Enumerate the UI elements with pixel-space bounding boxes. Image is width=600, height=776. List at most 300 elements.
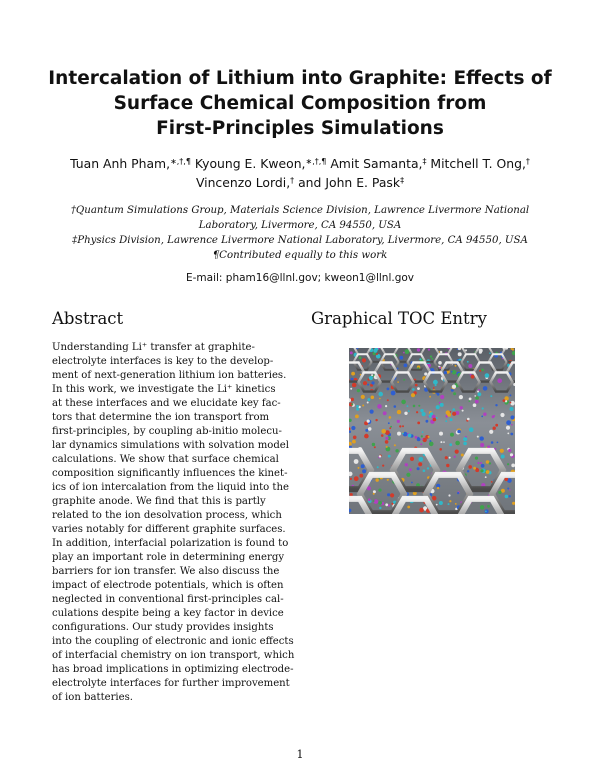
atom-dot [439, 432, 443, 436]
atom-dot [455, 365, 457, 367]
atom-dot [460, 406, 463, 409]
atom-dot [500, 449, 504, 453]
atom-dot [397, 368, 399, 370]
author-name: Mitchell T. Ong, [426, 156, 526, 171]
abstract-line: has broad implications in optimizing electrode- [52, 664, 294, 675]
atom-dot [480, 436, 484, 440]
atom-dot [506, 420, 511, 425]
atom-dot [511, 464, 515, 468]
atom-dot [506, 426, 510, 430]
atom-dot [512, 348, 514, 350]
abstract-line: Understanding Li⁺ transfer at graphite- [52, 342, 255, 353]
atom-dot [351, 372, 355, 376]
atom-dot [461, 454, 464, 457]
atom-dot [402, 425, 404, 427]
atom-dot [389, 416, 392, 419]
atom-dot [507, 488, 509, 490]
author-mark: ∗,†,¶ [305, 157, 327, 166]
atom-dot [467, 361, 469, 363]
atom-dot [445, 420, 447, 422]
atom-dot [480, 462, 482, 464]
atom-dot [448, 503, 450, 505]
atom-dot [403, 379, 405, 381]
atom-dot [356, 408, 359, 411]
atom-dot [491, 441, 494, 444]
atom-dot [376, 353, 378, 355]
atom-dot [478, 392, 482, 396]
atom-dot [462, 410, 464, 412]
atom-dot [354, 459, 359, 464]
atom-dot [353, 436, 357, 440]
atom-dot [356, 405, 359, 408]
atom-dot [420, 443, 422, 445]
atom-dot [467, 418, 470, 421]
atom-dot [485, 511, 487, 513]
abstract-line: barriers for ion transfer. We also discuss the [52, 566, 280, 577]
atom-dot [352, 440, 356, 444]
atom-dot [385, 503, 388, 506]
atom-dot [417, 387, 420, 390]
atom-dot [486, 470, 490, 474]
atom-dot [483, 386, 488, 391]
atom-dot [359, 356, 362, 359]
atom-dot [378, 392, 383, 397]
atom-dot [415, 436, 418, 439]
author-mark: ‡ [422, 157, 427, 166]
abstract-line: impact of electrode potentials, which is often [52, 580, 284, 591]
atom-dot [350, 478, 352, 480]
atom-dot [402, 433, 404, 435]
atom-dot [439, 448, 442, 451]
atom-dot [501, 455, 505, 459]
atom-dot [422, 438, 424, 440]
atom-dot [419, 358, 421, 360]
atom-dot [469, 427, 474, 432]
atom-dot [407, 506, 410, 509]
atom-dot [479, 349, 483, 353]
atom-dot [362, 358, 366, 362]
abstract-line: related to the ion desolvation process, which [52, 510, 282, 521]
author-mark: ‡ [400, 176, 405, 185]
atom-dot [495, 424, 498, 427]
abstract-line: configurations. Our study provides insights [52, 622, 274, 633]
atom-dot [505, 495, 509, 499]
atom-dot [463, 442, 467, 446]
atom-dot [395, 449, 398, 452]
atom-dot [455, 450, 459, 454]
atom-dot [509, 489, 511, 491]
atom-dot [408, 410, 410, 412]
atom-dot [350, 388, 352, 390]
affiliation-line: †Quantum Simulations Group, Materials Science Division, Lawrence Livermore National [70, 205, 530, 216]
atom-dot [485, 476, 487, 478]
atom-dot [376, 478, 379, 481]
atom-dot [351, 403, 353, 405]
atom-dot [399, 425, 401, 427]
atom-dot [455, 503, 457, 505]
atom-dot [385, 405, 387, 407]
atom-dot [372, 443, 375, 446]
abstract-line: composition significantly influences the kinet- [52, 468, 288, 479]
atom-dot [470, 374, 472, 376]
atom-dot [497, 378, 502, 383]
atom-dot [429, 396, 431, 398]
atom-dot [405, 463, 408, 466]
atom-dot [468, 465, 472, 469]
atom-dot [493, 427, 496, 430]
atom-dot [362, 469, 366, 473]
atom-dot [455, 441, 460, 446]
abstract-line: neglected in conventional first-principles cal- [52, 594, 284, 605]
atom-dot [351, 426, 355, 430]
atom-dot [446, 464, 449, 467]
abstract-body [52, 341, 302, 705]
atom-dot [510, 415, 514, 419]
atom-dot [359, 474, 363, 478]
atom-dot [511, 424, 513, 426]
atom-dot [497, 442, 499, 444]
atom-dot [439, 501, 443, 505]
author-mark: † [525, 157, 530, 166]
atom-dot [430, 355, 432, 357]
atom-dot [449, 457, 451, 459]
atom-dot [489, 352, 491, 354]
atom-dot [489, 430, 493, 434]
atom-dot [365, 429, 368, 432]
abstract-line: lar dynamics simulations with solvation model [52, 440, 290, 451]
atom-dot [481, 416, 483, 418]
affiliation-line: ‡Physics Division, Lawrence Livermore National Laboratory, Livermore, CA 94550, USA [72, 235, 528, 246]
atom-dot [390, 493, 394, 497]
atom-dot [498, 491, 501, 494]
abstract-line: into the coupling of electronic and ionic effects [52, 636, 294, 647]
atom-dot [373, 490, 376, 493]
atom-dot [378, 501, 382, 505]
atom-dot [382, 465, 384, 467]
atom-dot [350, 493, 353, 496]
atom-dot [404, 364, 408, 368]
atom-dot [427, 467, 429, 469]
atom-dot [397, 432, 401, 436]
atom-dot [417, 348, 420, 351]
atom-dot [381, 434, 384, 437]
atom-dot [375, 419, 377, 421]
atom-dot [389, 427, 391, 429]
author-name: Vincenzo Lordi, [195, 175, 291, 190]
atom-dot [401, 400, 406, 405]
atom-dot [477, 436, 479, 438]
toc-graphic [349, 348, 515, 514]
atom-dot [385, 440, 389, 444]
title-line: Surface Chemical Composition from [113, 93, 487, 114]
atom-dot [487, 505, 490, 508]
atom-dot [418, 462, 422, 466]
atom-dot [377, 404, 382, 409]
atom-dot [437, 487, 439, 489]
atom-dot [489, 462, 491, 464]
atom-dot [471, 375, 475, 379]
atom-dot [404, 412, 407, 415]
atom-dot [452, 412, 456, 416]
abstract-line: culations despite being a key factor in device [52, 608, 284, 619]
affiliation-line: Laboratory, Livermore, CA 94550, USA [198, 220, 402, 231]
author-line [40, 173, 560, 192]
atom-dot [419, 457, 424, 462]
atom-dot [407, 405, 409, 407]
atom-dot [387, 479, 389, 481]
atom-dot [510, 407, 514, 411]
abstract-line: electrolyte interfaces is key to the develop- [52, 356, 274, 367]
atom-dot [367, 420, 370, 423]
atom-dot [379, 455, 381, 457]
author-mark: † [290, 176, 295, 185]
atom-dot [417, 467, 420, 470]
atom-dot [436, 405, 440, 409]
abstract-heading: Abstract [52, 309, 124, 328]
atom-dot [509, 495, 511, 497]
author-name: and John E. Pask [294, 175, 401, 190]
abstract-line: In this work, we investigate the Li⁺ kinetics [52, 384, 276, 395]
atom-dot [388, 422, 390, 424]
atom-dot [454, 456, 456, 458]
paper-title [40, 66, 560, 141]
atom-dot [423, 469, 426, 472]
atom-dot [463, 437, 467, 441]
atom-dot [412, 388, 415, 391]
atom-dot [397, 410, 401, 414]
atom-dot [449, 500, 451, 502]
atom-dot [381, 429, 386, 434]
atom-dot [368, 427, 372, 431]
atom-dot [361, 395, 365, 399]
author-name: Tuan Anh Pham, [70, 156, 171, 171]
abstract-line: ment of next-generation lithium ion batteries. [52, 370, 287, 381]
atom-dot [385, 437, 388, 440]
atom-dot [475, 457, 478, 460]
author-list [40, 154, 560, 192]
atom-dot [422, 412, 426, 416]
atom-dot [445, 456, 448, 459]
atom-dot [419, 508, 424, 513]
title-line: Intercalation of Lithium into Graphite: Effects of [48, 68, 552, 89]
atom-dot [428, 349, 430, 351]
atom-dot [433, 380, 438, 385]
atom-dot [475, 396, 479, 400]
atom-dot [452, 370, 457, 375]
atom-dot [378, 489, 381, 492]
atom-dot [440, 441, 442, 443]
atom-dot [379, 507, 381, 509]
atom-dot [450, 433, 454, 437]
atom-dot [440, 395, 444, 399]
abstract-line: first-principles, by coupling ab-initio molecu- [52, 426, 282, 437]
atom-dot [480, 469, 483, 472]
atom-dot [387, 388, 390, 391]
atom-dot [416, 411, 418, 413]
atom-dot [371, 396, 375, 400]
atom-dot [507, 463, 509, 465]
atom-dot [429, 442, 434, 447]
author-name: Amit Samanta, [326, 156, 423, 171]
atom-dot [373, 500, 375, 502]
atom-dot [387, 493, 390, 496]
abstract-line: tors that determine the ion transport from [52, 412, 270, 423]
atom-dot [422, 431, 424, 433]
atom-dot [474, 395, 476, 397]
atom-dot [448, 494, 450, 496]
atom-dot [368, 498, 371, 501]
author-name: Kyoung E. Kweon, [190, 156, 306, 171]
atom-dot [477, 391, 479, 393]
atom-dot [367, 398, 370, 401]
atom-dot [377, 466, 379, 468]
atom-dot [391, 391, 396, 396]
atom-dot [373, 493, 375, 495]
atom-dot [473, 403, 477, 407]
atom-dot [408, 434, 412, 438]
atom-dot [480, 443, 484, 447]
atom-dot [433, 418, 437, 422]
atom-dot [350, 351, 353, 354]
abstract-line: play an important role in determining energy [52, 552, 285, 563]
atom-dot [420, 409, 423, 412]
abstract-line: calculations. We show that surface chemical [52, 454, 279, 465]
atom-dot [371, 374, 373, 376]
atom-dot [475, 400, 479, 404]
atom-dot [446, 410, 450, 414]
atom-dot [493, 415, 495, 417]
atom-dot [364, 434, 369, 439]
abstract-line: at these interfaces and we elucidate key fac- [52, 398, 281, 409]
page-number: 1 [296, 748, 304, 761]
atom-dot [367, 402, 369, 404]
atom-dot [457, 430, 461, 434]
atom-dot [411, 393, 415, 397]
atom-dot [507, 433, 509, 435]
atom-dot [352, 383, 357, 388]
toc-heading: Graphical TOC Entry [311, 309, 487, 328]
atom-dot [509, 394, 511, 396]
atom-dot [479, 370, 481, 372]
abstract-line: varies notably for different graphite surfaces. [52, 524, 286, 535]
atom-dot [449, 443, 452, 446]
atom-dot [426, 420, 429, 423]
abstract-line: graphite anode. We find that this is partly [52, 496, 266, 507]
atom-dot [469, 398, 472, 401]
atom-dot [505, 478, 509, 482]
atom-dot [410, 457, 414, 461]
author-mark: ∗,†,¶ [170, 157, 191, 166]
atom-dot [436, 504, 438, 506]
abstract-line: In addition, interfacial polarization is found to [52, 538, 289, 549]
atom-dot [394, 444, 396, 446]
atom-dot [386, 446, 388, 448]
abstract-line: of interfacial chemistry on ion transport, which [52, 650, 295, 661]
atom-dot [444, 371, 447, 374]
email-line: E-mail: pham16@llnl.gov; kweon1@llnl.gov [186, 272, 414, 284]
atom-dot [383, 411, 387, 415]
atom-dot [451, 371, 453, 373]
atom-dot [468, 364, 472, 368]
atom-dot [485, 373, 490, 378]
atom-dot [483, 413, 486, 416]
title-line: First-Principles Simulations [156, 118, 444, 139]
atom-dot [450, 418, 453, 421]
atom-dot [431, 358, 433, 360]
atom-dot [453, 392, 456, 395]
atom-dot [480, 505, 484, 509]
atom-dot [411, 482, 413, 484]
atom-dot [358, 467, 360, 469]
atom-dot [503, 399, 506, 402]
author-line [40, 154, 560, 173]
atom-dot [500, 413, 504, 417]
atom-dot [430, 412, 433, 415]
atom-dot [409, 468, 412, 471]
atom-dot [370, 410, 374, 414]
atom-dot [403, 352, 405, 354]
atom-dot [438, 361, 442, 365]
atom-dot [369, 376, 373, 380]
atom-dot [481, 464, 485, 468]
atom-dot [361, 464, 365, 468]
atom-dot [510, 433, 513, 436]
atom-dot [374, 446, 376, 448]
abstract-line: of ion batteries. [52, 692, 134, 703]
atom-dot [452, 408, 455, 411]
atom-dot [354, 476, 359, 481]
atom-dot [481, 369, 484, 372]
atom-dot [399, 356, 403, 360]
affiliation-line: ¶Contributed equally to this work [212, 250, 388, 261]
atom-dot [413, 405, 416, 408]
atom-dot [417, 422, 420, 425]
atom-dot [458, 352, 462, 356]
atom-dot [418, 405, 420, 407]
atom-dot [452, 385, 456, 389]
atom-dot [457, 492, 459, 494]
atom-dot [473, 467, 476, 470]
abstract-line: electrolyte interfaces for further improvement [52, 678, 290, 689]
atom-dot [397, 420, 400, 423]
atom-dot [406, 473, 410, 477]
atom-dot [379, 398, 381, 400]
atom-dot [357, 389, 360, 392]
atom-dot [371, 381, 374, 384]
atom-dot [495, 404, 497, 406]
atom-dot [510, 453, 513, 456]
abstract-line: ics of ion intercalation from the liquid into the [52, 482, 289, 493]
atom-dot [388, 455, 391, 458]
atom-dot [469, 400, 471, 402]
atom-dot [440, 403, 444, 407]
atom-dot [440, 351, 443, 354]
atom-dot [433, 387, 435, 389]
atom-dot [477, 462, 479, 464]
atom-dot [387, 399, 389, 401]
graphite-simulation-image [349, 348, 515, 514]
affiliations [60, 203, 540, 263]
atom-dot [482, 407, 484, 409]
atom-dot [459, 395, 463, 399]
atom-dot [421, 435, 423, 437]
atom-dot [508, 449, 511, 452]
atom-dot [415, 384, 418, 387]
atom-dot [510, 402, 512, 404]
atom-dot [394, 405, 397, 408]
atom-dot [443, 441, 445, 443]
atom-dot [467, 470, 469, 472]
